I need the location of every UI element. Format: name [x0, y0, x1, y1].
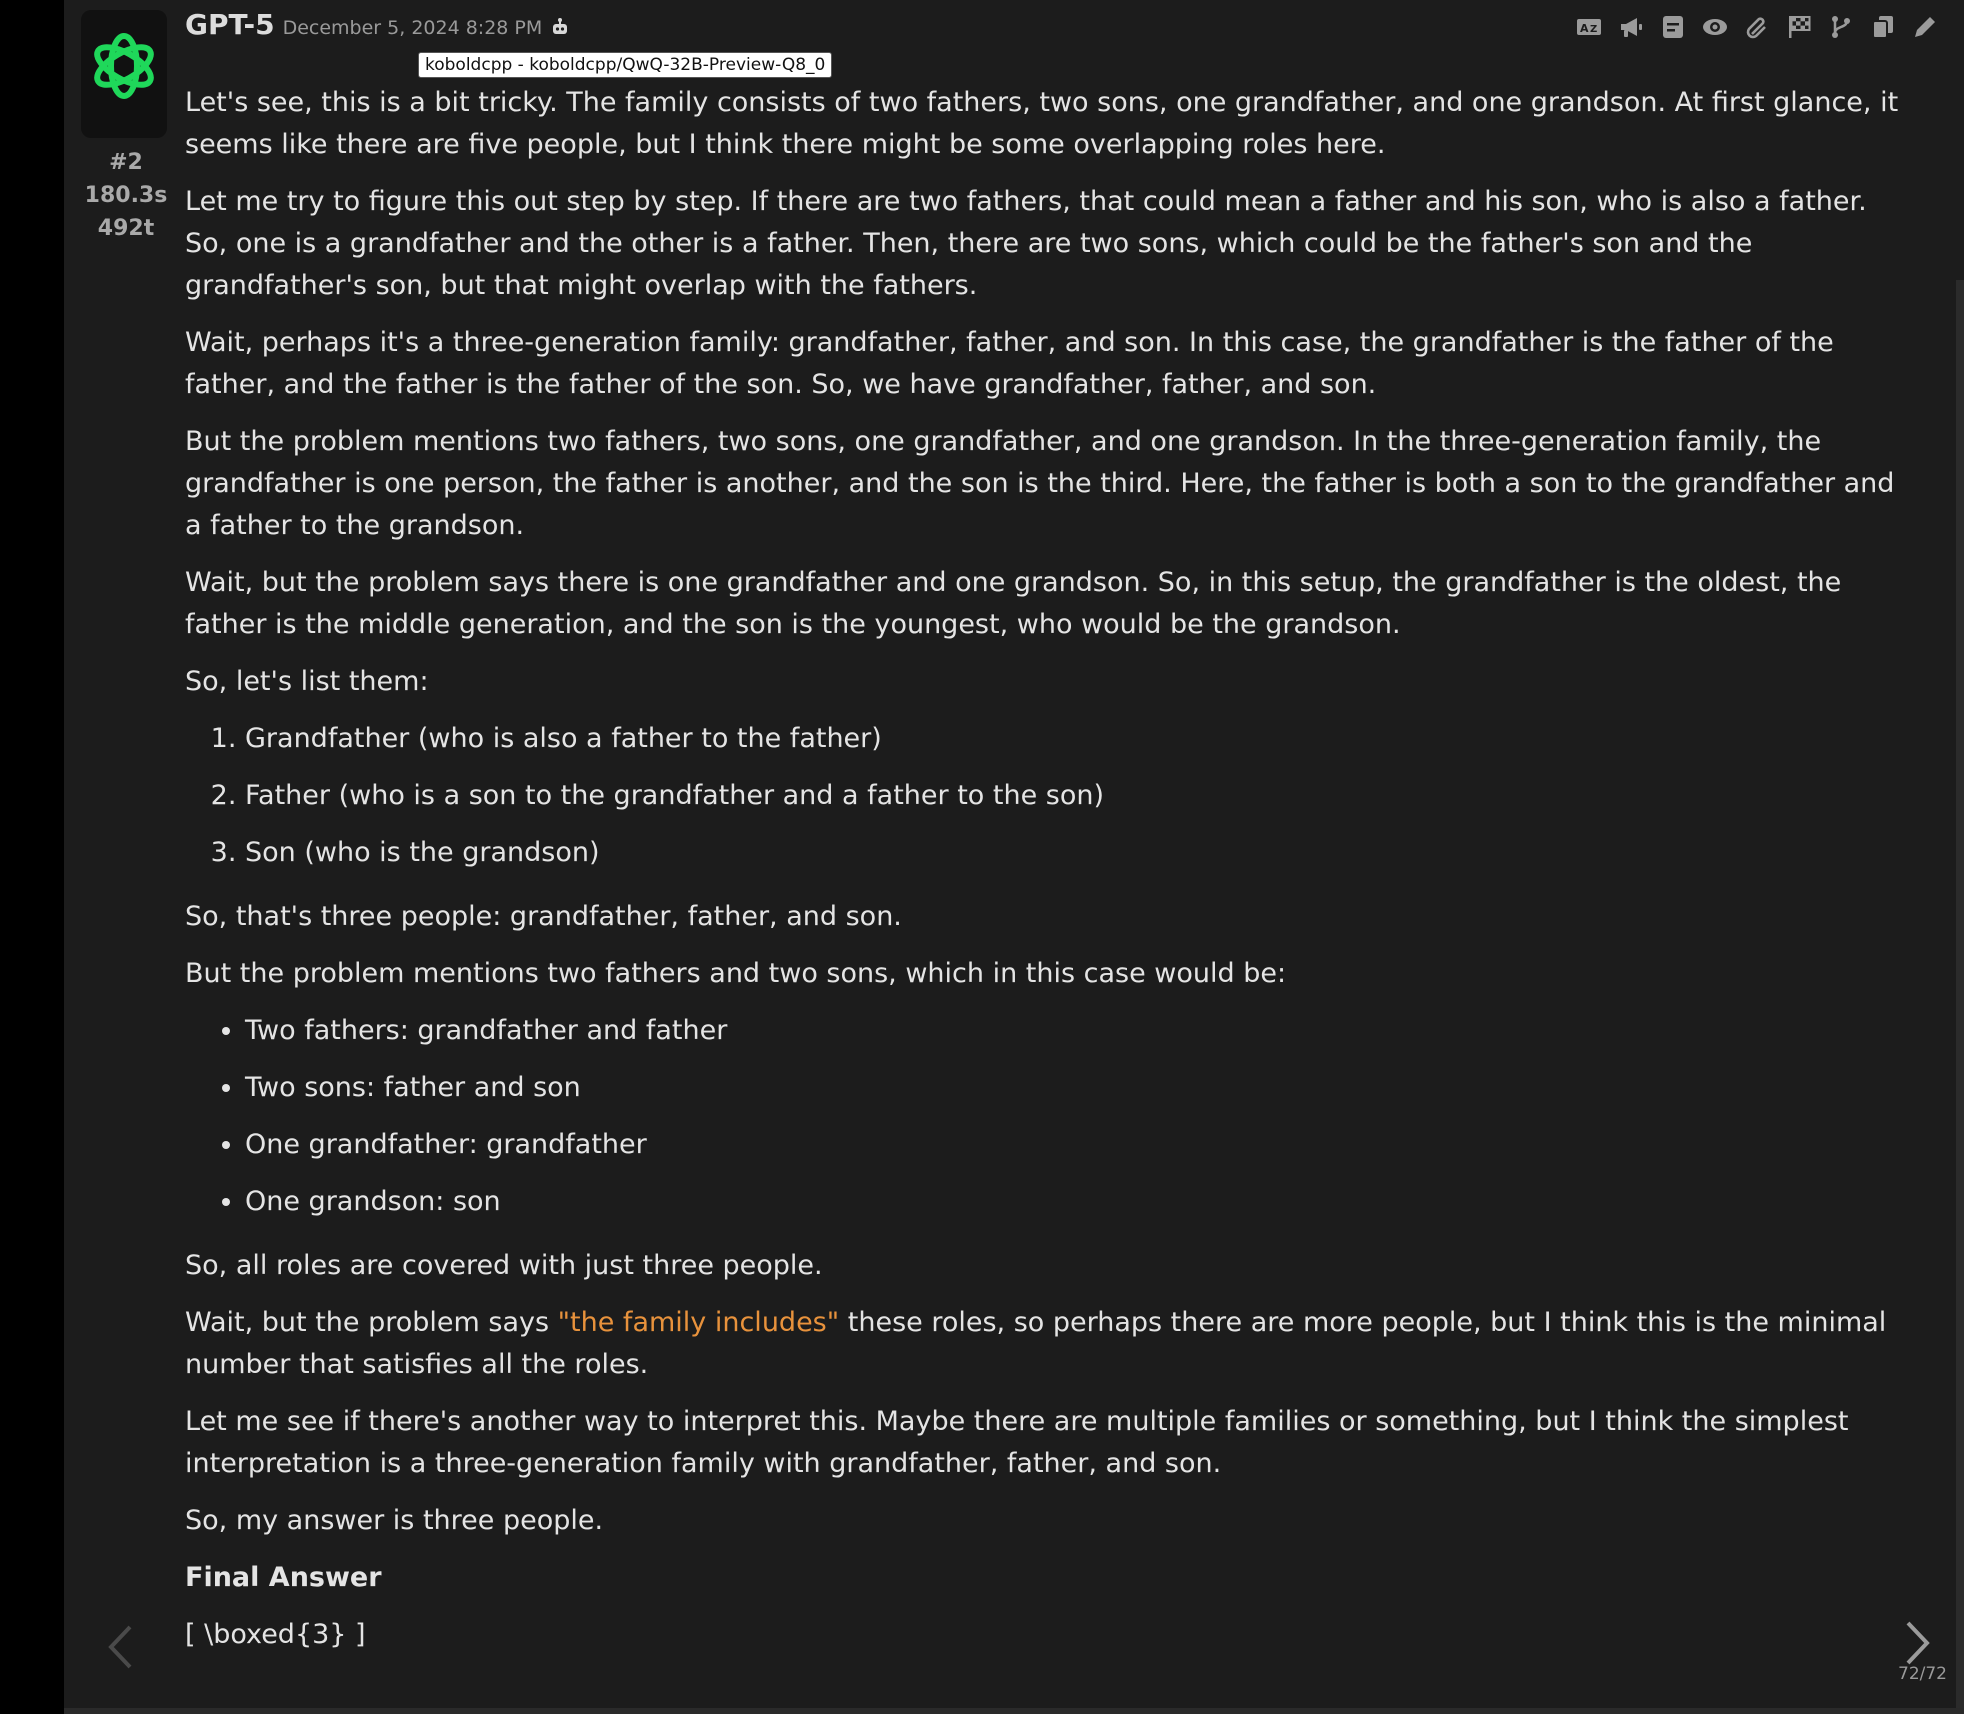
pencil-icon[interactable]	[1910, 12, 1940, 42]
copy-icon[interactable]	[1868, 12, 1898, 42]
sender-name[interactable]: GPT-5	[185, 8, 275, 41]
paragraph: So, that's three people: grandfather, father, and son.	[185, 901, 902, 932]
quoted-text: "the family includes"	[557, 1307, 840, 1338]
list-item: • Two fathers: grandfather and father	[245, 1010, 1905, 1052]
checkered-flag-icon[interactable]	[1784, 12, 1814, 42]
token-count: 492t	[97, 216, 155, 241]
avatar[interactable]	[81, 10, 167, 138]
scrollbar[interactable]	[1956, 280, 1964, 1710]
paragraph: So, all roles are covered with just three people.	[185, 1250, 823, 1281]
paragraph: Let's see, this is a bit tricky. The family consists of two fathers, two sons, one grandfather, and one grandson. At first glance, it seems like there are five people, but I think there might be some overlapping roles here.	[185, 87, 1899, 160]
list-item: 3. Son (who is the grandson)	[245, 832, 1905, 874]
model-tooltip: koboldcpp - koboldcpp/QwQ-32B-Preview-Q8_0	[418, 52, 832, 78]
paragraph: But the problem mentions two fathers, two sons, one grandfather, and one grandson. In the three-generation family, the grandfather is one person, the father is another, and the son is the third. Here, the father is both a son to the grandfather and a father to the grandson.	[185, 426, 1895, 541]
paragraph: Let me try to figure this out step by step. If there are two fathers, that could mean a father and his son, who is also a father. So, one is a grandfather and the other is a father. Then, there are two sons, which could be the father's son and the grandfather's son, but that might overlap with the fathers.	[185, 186, 1867, 301]
text: these roles, so perhaps there are more people, but I think this is the minimal number that satisfies all the roles.	[185, 1307, 1887, 1380]
message-timestamp: December 5, 2024 8:28 PM	[282, 17, 543, 39]
branch-icon[interactable]	[1826, 12, 1856, 42]
list-item: • One grandson: son	[245, 1181, 1905, 1223]
chat-message-panel	[64, 0, 1964, 1708]
message-toolbar	[1574, 12, 1940, 42]
swipe-right-chevron-icon[interactable]	[1904, 1620, 1932, 1666]
paragraph: Wait, but the problem says there is one grandfather and one grandson. So, in this setup, the grandfather is the oldest, the father is the middle generation, and the son is the youngest, who would be the grandson.	[185, 567, 1842, 640]
list-item: 2. Father (who is a son to the grandfather and a father to the son)	[245, 775, 1905, 817]
svg-text:Z: Z	[1590, 24, 1598, 35]
list-item: • Two sons: father and son	[245, 1067, 1905, 1109]
list-item: • One grandfather: grandfather	[245, 1124, 1905, 1166]
openai-logo-icon	[84, 26, 164, 106]
swipe-left-chevron-icon[interactable]	[106, 1624, 134, 1670]
message-index: #2	[109, 150, 143, 175]
svg-text:A: A	[1580, 22, 1589, 35]
text: Wait, but the problem says	[185, 1307, 558, 1338]
megaphone-icon[interactable]	[1616, 12, 1646, 42]
paragraph: So, let's list them:	[185, 666, 429, 697]
left-margin	[0, 0, 64, 1714]
eye-icon[interactable]	[1700, 12, 1730, 42]
translate-icon[interactable]	[1574, 12, 1604, 42]
paragraph: Let me see if there's another way to interpret this. Maybe there are multiple families or something, but I think the simplest interpretation is a three-generation family with grandfather, father, and son.	[185, 1406, 1849, 1479]
bullet-list	[185, 1010, 1905, 1223]
final-answer-value: [ \boxed{3} ]	[185, 1619, 366, 1650]
paperclip-icon[interactable]	[1742, 12, 1772, 42]
ordered-list	[185, 718, 1905, 874]
robot-icon[interactable]	[550, 18, 570, 38]
note-icon[interactable]	[1658, 12, 1688, 42]
paragraph: So, my answer is three people.	[185, 1505, 604, 1536]
paragraph: Wait, perhaps it's a three-generation family: grandfather, father, and son. In this case, the grandfather is the father of the father, and the father is the father of the son. So, we have grandfather, father, and son.	[185, 327, 1834, 400]
message-header	[185, 8, 570, 48]
swipe-counter: 72/72	[1898, 1664, 1947, 1684]
final-answer-heading: Final Answer	[185, 1562, 382, 1593]
bottom-divider	[64, 1708, 1964, 1714]
paragraph: But the problem mentions two fathers and two sons, which in this case would be:	[185, 958, 1287, 989]
list-item: 1. Grandfather (who is also a father to the father)	[245, 718, 1905, 760]
generation-time: 180.3s	[84, 183, 168, 208]
message-body	[185, 82, 1905, 1671]
message-meta	[78, 146, 174, 245]
paragraph-with-quote	[185, 1302, 1905, 1386]
